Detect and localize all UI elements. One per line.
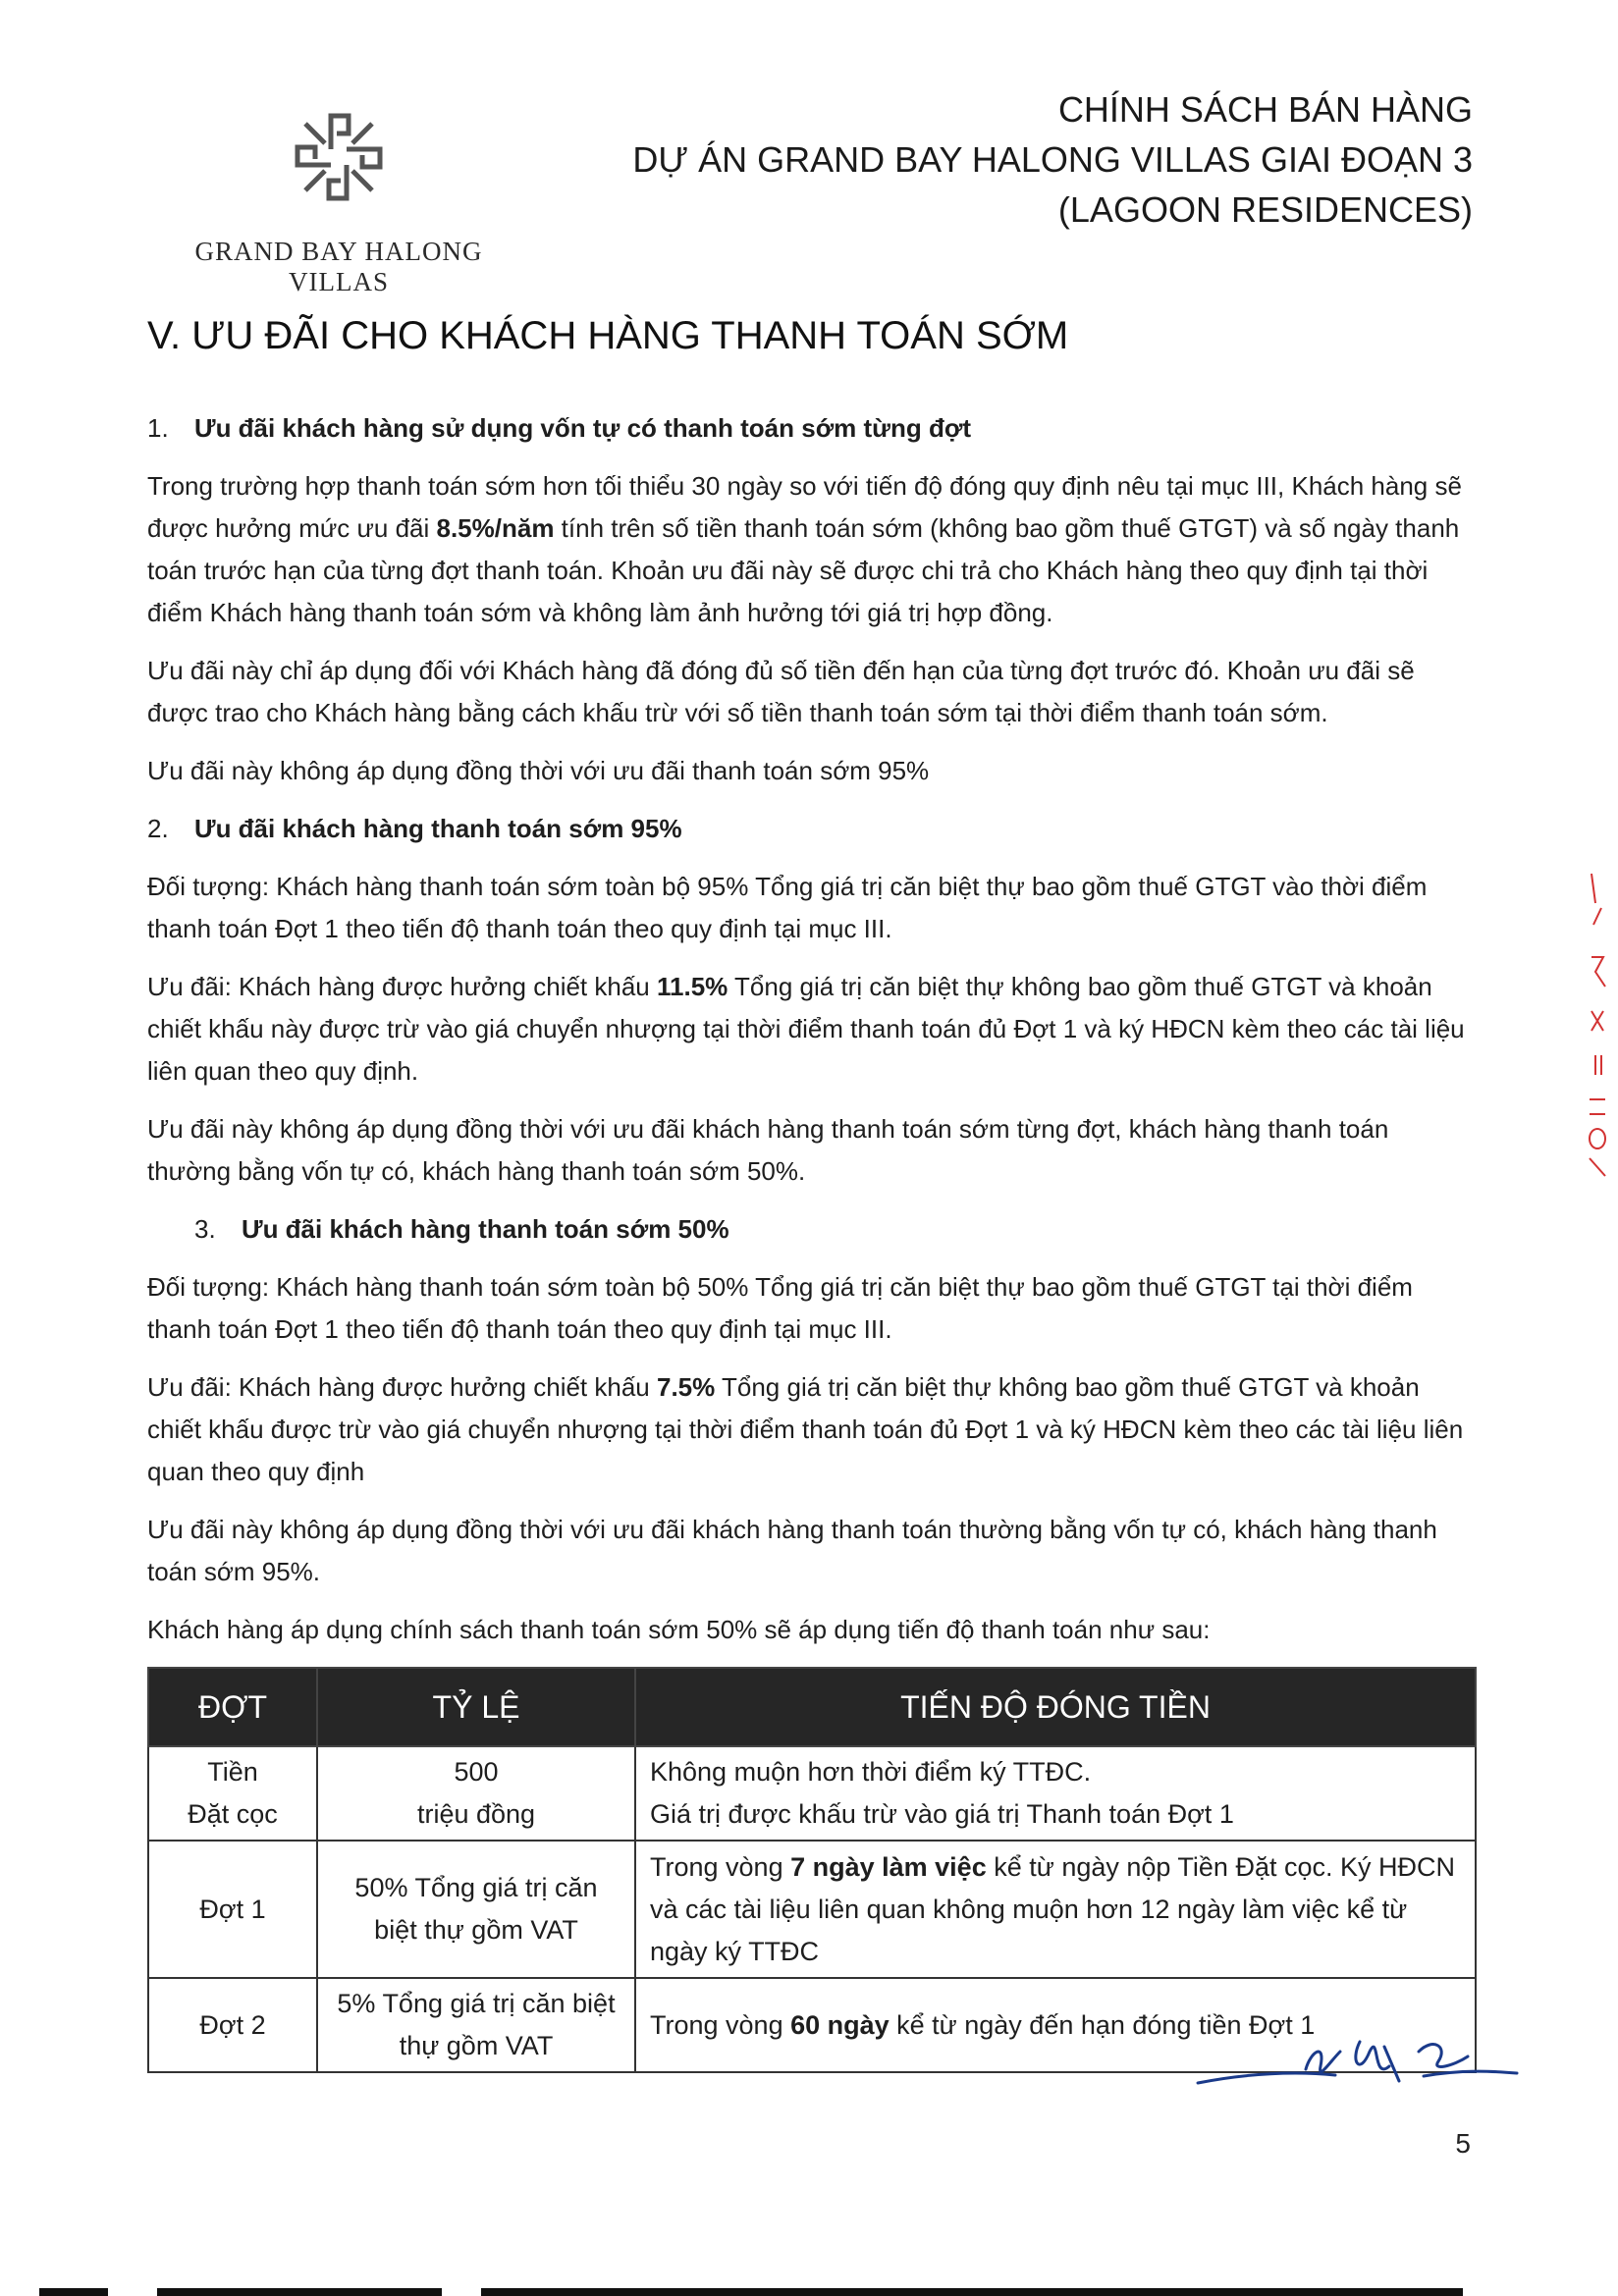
sub2-paragraph-3: Ưu đãi này không áp dụng đồng thời với ưu đãi khách hàng thanh toán sớm từng đợt, khách hàng thanh toán thường bằng vốn tự có, khách hàng thanh toán sớm 50%.	[147, 1114, 1389, 1186]
sub1-paragraph-1	[147, 465, 1477, 634]
cell-tien-do	[635, 1746, 1476, 1841]
bold-text: 7 ngày làm việc	[790, 1851, 987, 1882]
text: Đặt cọc	[188, 1799, 278, 1829]
text: Ưu đãi: Khách hàng được hưởng chiết khấu	[147, 1372, 657, 1402]
text: Trong trường hợp thanh toán sớm hơn tối thiểu 30 ngày so với tiến độ đóng quy định nêu tại mục III, Khách hàng sẽ được hưởng mức ưu đãi	[147, 471, 1462, 543]
signature-icon	[1188, 2022, 1522, 2101]
logo-name: GRAND BAY HALONG VILLAS	[194, 237, 483, 296]
sub1-paragraph-2: Ưu đãi này chỉ áp dụng đối với Khách hàng đã đóng đủ số tiền đến hạn của từng đợt trước đó. Khoản ưu đãi sẽ được trao cho Khách hàng bằng cách khấu trừ với số tiền thanh toán sớm tại thời điểm thanh toán sớm.	[147, 656, 1415, 727]
text: Giá trị được khấu trừ vào giá trị Thanh toán Đợt 1	[650, 1799, 1234, 1829]
cell-dot: Đợt 2	[148, 1978, 317, 2072]
subsection-number: 2.	[147, 814, 169, 843]
header-title-line-2: DỰ ÁN GRAND BAY HALONG VILLAS GIAI ĐOẠN 3	[632, 139, 1473, 180]
header-dot: ĐỢT	[148, 1668, 317, 1746]
text: biệt thự gồm VAT	[374, 1915, 578, 1945]
bold-text: 7.5%	[656, 1372, 716, 1402]
grand-bay-logo-icon	[285, 103, 393, 211]
cell-dot: Đợt 1	[148, 1841, 317, 1978]
text: Trong vòng	[650, 2009, 791, 2040]
text: thự gồm VAT	[399, 2031, 554, 2060]
bold-text: 60 ngày	[790, 2009, 890, 2040]
bold-text: 11.5%	[656, 972, 728, 1001]
text: triệu đồng	[416, 1799, 536, 1829]
text: Không muộn hơn thời điểm ký TTĐC.	[650, 1757, 1092, 1787]
cell-ty-le	[317, 1978, 635, 2072]
subsection-title-text: Ưu đãi khách hàng sử dụng vốn tự có thanh toán sớm từng đợt	[194, 413, 972, 443]
subsection-2-title	[147, 808, 1477, 850]
text: Trong vòng	[650, 1851, 791, 1882]
table-row	[148, 1841, 1476, 1978]
scan-edge-icon	[0, 2288, 1618, 2296]
header-title-line-3: (LAGOON RESIDENCES)	[1057, 189, 1473, 230]
sub2-paragraph-2	[147, 966, 1477, 1093]
sub3-paragraph-4: Khách hàng áp dụng chính sách thanh toán sớm 50% sẽ áp dụng tiến độ thanh toán như sau:	[147, 1615, 1211, 1644]
header-tien-do: TIẾN ĐỘ ĐÓNG TIỀN	[635, 1668, 1476, 1746]
text: 50% Tổng giá trị căn	[354, 1873, 598, 1902]
text: kể từ ngày đến hạn đóng tiền Đợt 1	[889, 2009, 1316, 2040]
logo-block	[177, 103, 501, 297]
text: tính trên số tiền thanh toán sớm (không bao gồm thuế GTGT) và số ngày thanh toán trước hạn của từng đợt thanh toán. Khoản ưu đãi này sẽ được chi trả cho Khách hàng theo quy định tại thời điểm Khách hàng thanh toán sớm và không làm ảnh hưởng tới giá trị hợp đồng.	[147, 513, 1460, 627]
subsection-number: 3.	[194, 1214, 216, 1244]
text: Tổng giá trị căn biệt thự không bao gồm thuế GTGT và khoản chiết khấu được trừ vào giá chuyển nhượng tại thời điểm thanh toán đủ Đợt 1 và ký HĐCN kèm theo các tài liệu liên quan theo quy định	[147, 1372, 1464, 1486]
table-header-row	[148, 1668, 1476, 1746]
sub2-paragraph-1: Đối tượng: Khách hàng thanh toán sớm toàn bộ 95% Tổng giá trị căn biệt thự bao gồm thuế GTGT vào thời điểm thanh toán Đợt 1 theo tiến độ thanh toán theo quy định tại mục III.	[147, 872, 1428, 943]
text: 5% Tổng giá trị căn biệt	[337, 1989, 616, 2018]
text: Ưu đãi: Khách hàng được hưởng chiết khấu	[147, 972, 657, 1001]
stamp-fragment-icon	[1586, 864, 1613, 1178]
text: Tiền	[207, 1757, 258, 1787]
sub1-paragraph-3: Ưu đãi này không áp dụng đồng thời với ưu đãi thanh toán sớm 95%	[147, 756, 930, 785]
sub3-paragraph-1: Đối tượng: Khách hàng thanh toán sớm toàn bộ 50% Tổng giá trị căn biệt thự bao gồm thuế GTGT tại thời điểm thanh toán Đợt 1 theo tiến độ thanh toán theo quy định tại mục III.	[147, 1272, 1413, 1344]
cell-tien-do	[635, 1841, 1476, 1978]
bold-text: 8.5%/năm	[436, 513, 555, 543]
page-number: 5	[1455, 2128, 1471, 2159]
text: kể từ ngày nộp Tiền Đặt cọc. Ký HĐCN và các tài liệu liên quan không muộn hơn 12 ngày làm việc kể từ ngày ký TTĐC	[650, 1851, 1455, 1966]
table-row	[148, 1746, 1476, 1841]
sub3-paragraph-3: Ưu đãi này không áp dụng đồng thời với ưu đãi khách hàng thanh toán thường bằng vốn tự có, khách hàng thanh toán sớm 95%.	[147, 1515, 1437, 1586]
header-title-line-1: CHÍNH SÁCH BÁN HÀNG	[1057, 89, 1473, 130]
payment-schedule-table	[147, 1667, 1477, 2073]
subsection-title-text: Ưu đãi khách hàng thanh toán sớm 95%	[194, 814, 682, 843]
cell-ty-le	[317, 1841, 635, 1978]
subsection-number: 1.	[147, 413, 169, 443]
header-title	[632, 84, 1473, 235]
subsection-3-title	[147, 1208, 1477, 1251]
document-body	[147, 407, 1477, 2073]
cell-ty-le	[317, 1746, 635, 1841]
header-ty-le: TỶ LỆ	[317, 1668, 635, 1746]
sub3-paragraph-2	[147, 1366, 1477, 1493]
subsection-1-title	[147, 407, 1477, 450]
text: 500	[454, 1757, 499, 1787]
subsection-title-text: Ưu đãi khách hàng thanh toán sớm 50%	[242, 1214, 729, 1244]
cell-dot	[148, 1746, 317, 1841]
text: Tổng giá trị căn biệt thự không bao gồm thuế GTGT và khoản chiết khấu này được trừ vào giá chuyển nhượng tại thời điểm thanh toán đủ Đợt 1 và ký HĐCN kèm theo các tài liệu liên quan theo quy định.	[147, 972, 1465, 1086]
section-title: V. ƯU ĐÃI CHO KHÁCH HÀNG THANH TOÁN SỚM	[147, 314, 1069, 357]
